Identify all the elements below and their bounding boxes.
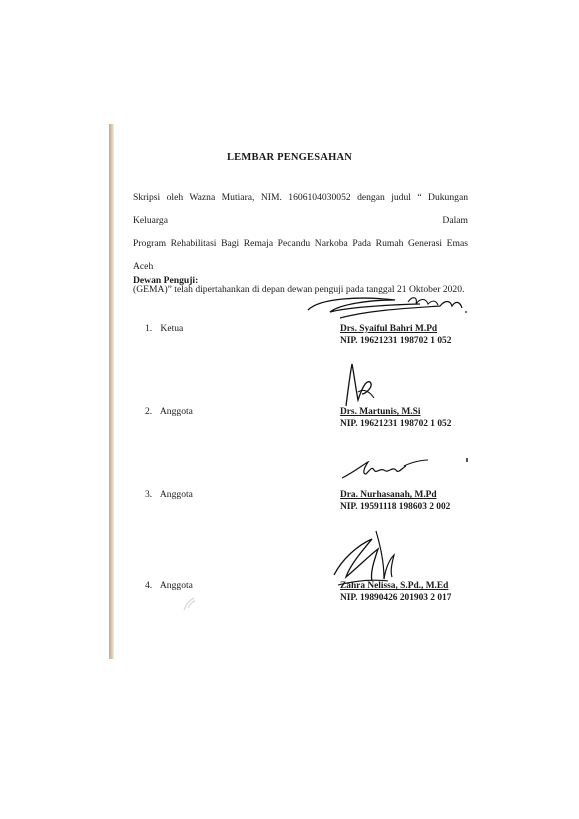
examiner-number: 2. <box>145 406 153 417</box>
faint-pencil-mark <box>180 594 200 614</box>
examiner-role-label: Anggota <box>159 580 193 591</box>
examiner-name: Dra. Nurhasanah, M.Pd <box>340 490 437 500</box>
examiner-nip: NIP. 19591118 198603 2 002 <box>340 502 451 512</box>
examiner-role-label: Anggota <box>159 489 193 500</box>
page-title: LEMBAR PENGESAHAN <box>226 152 353 163</box>
signature-initials <box>336 360 386 410</box>
examiner-number: 4. <box>145 580 153 591</box>
examiner-signer <box>340 406 451 430</box>
examiner-name: Drs. Syaiful Bahri M.Pd <box>340 324 438 334</box>
ink-speck <box>466 458 468 462</box>
examiner-signer <box>340 323 451 347</box>
examiner-nip: NIP. 19890426 201903 2 017 <box>340 593 452 603</box>
examiner-role-label: Anggota <box>159 406 193 417</box>
examiner-name: Zahra Nelissa, S.Pd., M.Ed <box>340 581 449 591</box>
examiner-nip: NIP. 19621231 198702 1 052 <box>340 419 452 429</box>
examiner-board-heading: Dewan Penguji: <box>133 275 199 286</box>
signature-script <box>338 452 433 486</box>
examiner-signer <box>340 489 450 513</box>
examiner-role <box>145 580 193 591</box>
examiner-number: 1. <box>145 323 153 334</box>
statement-line: Program Rehabilitasi Bagi Remaja Pecandu Narkoba Pada Rumah Generasi Emas Aceh <box>133 238 468 272</box>
binding-edge <box>109 124 114 659</box>
statement-line: (GEMA)” telah dipertahankan di depan dewan penguji pada tanggal 21 Oktober 2020. <box>133 284 465 295</box>
statement-line: Skripsi oleh Wazna Mutiara, NIM. 1606104030052 dengan judul “ Dukungan Keluarga Dalam <box>133 192 468 226</box>
examiner-signer <box>340 580 451 604</box>
examiner-role <box>145 323 183 334</box>
signature-flourish <box>300 288 475 326</box>
examiner-role-label: Ketua <box>160 323 184 334</box>
examiner-nip: NIP. 19621231 198702 1 052 <box>340 336 452 346</box>
examiner-number: 3. <box>145 489 153 500</box>
examiner-role <box>145 489 193 500</box>
examiner-role <box>145 406 193 417</box>
examiner-name: Drs. Martunis, M.Si <box>340 407 421 417</box>
